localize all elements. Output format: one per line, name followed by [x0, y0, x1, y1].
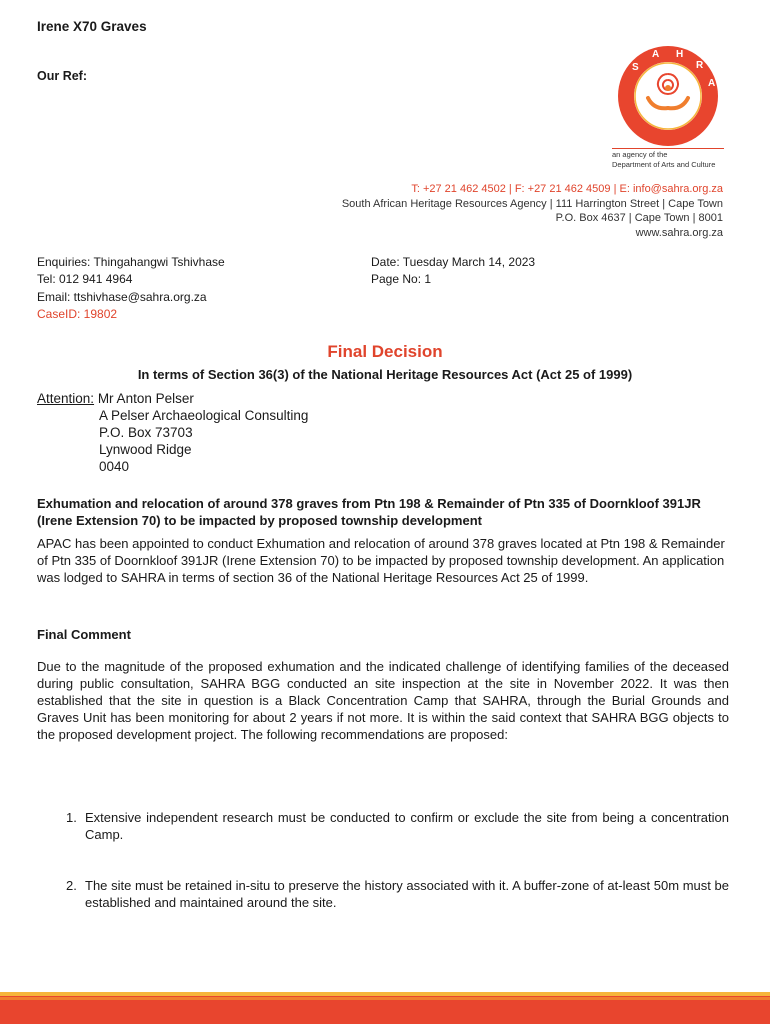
final-comment-body: Due to the magnitude of the proposed exhumation and the indicated challenge of identifying families of the deceased during public consultation, SAHRA BGG conducted an site inspection at the site in November 2022. It was then established that the site in question is a Black Concentration Camp that SAHRA, through the Burial Grounds and Graves Unit has been monitoring for about 2 years if not more. It is within the said context that SAHRA BGG objects to the proposed development project. The following recommendations are proposed: [37, 659, 729, 742]
address-code: 0040 [99, 459, 130, 474]
sahra-logo [612, 44, 724, 153]
list-item-text: Extensive independent research must be conducted to confirm or exclude the site from being a concentration Camp. [85, 810, 729, 842]
page-number: Page No: 1 [371, 272, 432, 287]
enquiries-tel: Tel: 012 941 4964 [37, 272, 133, 287]
subject-heading: Exhumation and relocation of around 378 graves from Ptn 198 & Remainder of Ptn 335 of Doornkloof 391JR (Irene Extension 70) to be impacted by proposed township development [37, 496, 701, 528]
agency-line-2: Department of Arts and Culture [612, 160, 716, 169]
enquiries-email[interactable]: Email: ttshivhase@sahra.org.za [37, 289, 207, 304]
document-subtitle: In terms of Section 36(3) of the National Heritage Resources Act (Act 25 of 1999) [137, 367, 633, 382]
contact-address-line: South African Heritage Resources Agency | 111 Harrington Street | Cape Town [341, 197, 723, 210]
address-block [99, 407, 308, 475]
letter-date: Date: Tuesday March 14, 2023 [371, 255, 536, 269]
contact-phone-line: T: +27 21 462 4502 | F: +27 21 462 4509 | E: info@sahra.org.za [411, 183, 723, 195]
svg-text:R: R [696, 60, 704, 71]
date-block [371, 254, 535, 289]
project-title: Irene X70 Graves [37, 19, 147, 34]
address-area: Lynwood Ridge [99, 442, 192, 457]
attention-name: Mr Anton Pelser [97, 391, 194, 406]
address-org: A Pelser Archaeological Consulting [99, 408, 309, 423]
final-comment-heading: Final Comment [37, 627, 131, 642]
list-item-number: 1. [66, 810, 77, 825]
footer-stripe-yellow [0, 992, 770, 996]
sahra-seal-icon [612, 44, 724, 148]
svg-text:S: S [632, 62, 639, 73]
enquiries-name: Enquiries: Thingahangwi Tshivhase [37, 255, 225, 269]
list-item-number: 2. [66, 878, 77, 893]
address-box: P.O. Box 73703 [99, 425, 193, 440]
enquiries-block [37, 254, 225, 324]
intro-paragraph: APAC has been appointed to conduct Exhumation and relocation of around 378 graves located at Ptn 198 & Remainder of Ptn 335 of Doornkloof 391JR (Irene Extension 70) to be impacted by proposed township development. An application was lodged to SAHRA in terms of section 36 of the National Heritage Resources Act 25 of 1999. [37, 536, 725, 585]
contact-block [342, 182, 723, 240]
agency-divider [612, 148, 724, 149]
list-item [66, 809, 729, 843]
our-ref-label: Our Ref: [37, 69, 87, 83]
contact-postal-line: P.O. Box 4637 | Cape Town | 8001 [555, 212, 723, 224]
agency-text [612, 150, 724, 170]
footer-stripe-orange [0, 997, 770, 1000]
attention-label: Attention: [37, 391, 95, 406]
document-title: Final Decision [327, 342, 443, 361]
contact-website-link[interactable]: www.sahra.org.za [635, 226, 723, 239]
svg-text:H: H [676, 49, 684, 60]
list-item [66, 877, 729, 911]
svg-text:A: A [652, 49, 660, 60]
case-id: CaseID: 19802 [37, 307, 118, 322]
attention-block [37, 390, 194, 407]
svg-text:A: A [708, 78, 716, 89]
list-item-text: The site must be retained in-situ to preserve the history associated with it. A buffer-zone of at-least 50m must be established and maintained around the site. [85, 878, 729, 910]
agency-line-1: an agency of the [612, 150, 668, 159]
